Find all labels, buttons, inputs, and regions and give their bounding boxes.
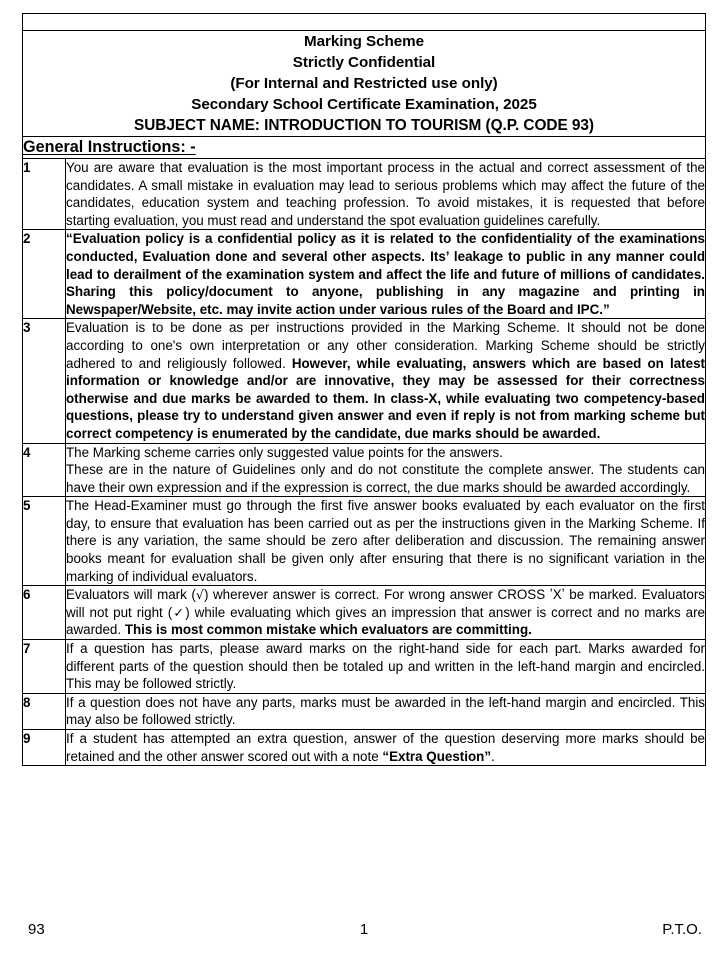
table-row-header bbox=[23, 31, 706, 137]
instruction-number: 5 bbox=[23, 497, 66, 586]
instruction-text bbox=[66, 230, 706, 319]
footer-page-number: 1 bbox=[359, 921, 369, 938]
spacer-cell bbox=[23, 14, 706, 31]
header-title-subject: SUBJECT NAME: INTRODUCTION TO TOURISM (Q.P. CODE 93) bbox=[133, 117, 594, 134]
instruction-text bbox=[66, 730, 706, 766]
check-mark-bold-icon: ✓ bbox=[172, 604, 186, 620]
instruction-text-bold: This is most common mistake which evaluators are committing. bbox=[124, 622, 532, 638]
instruction-text bbox=[66, 159, 706, 230]
general-instructions-cell bbox=[23, 137, 706, 159]
instruction-text bbox=[66, 586, 706, 640]
footer-subject-code: 93 bbox=[28, 921, 45, 938]
instruction-text bbox=[66, 497, 706, 586]
instruction-text bbox=[66, 443, 706, 497]
instruction-paragraph: If a question has parts, please award marks on the right-hand side for each part. Marks awarded for different parts of the question should then be totaled up and written in the left-hand margin and encircled. This may be followed strictly. bbox=[66, 641, 705, 692]
document-header bbox=[23, 31, 706, 137]
instruction-text-bold: However, while evaluating, answers which are based on latest information or knowledge and/or are innovative, they may be assessed for their correctness otherwise and due marks be awarded to them. In class-X, while evaluating two competency-based questions, please try to understand given answer and even if reply is not from marking scheme but correct competency is enumerated by the candidate, due marks should be awarded. bbox=[66, 355, 705, 441]
instruction-number: 7 bbox=[23, 640, 66, 694]
header-title-internal-use: (For Internal and Restricted use only) bbox=[230, 75, 498, 92]
instruction-number: 3 bbox=[23, 319, 66, 443]
header-title-examination: Secondary School Certificate Examination, 2025 bbox=[191, 96, 537, 113]
instruction-segment: . bbox=[491, 748, 495, 764]
table-row bbox=[23, 693, 706, 729]
instruction-segment: ) wherever answer is correct. For wrong answer CROSS ʼXʼ be marked. Evaluators will not put right ( bbox=[66, 587, 705, 620]
instruction-paragraph: “Evaluation policy is a confidential policy as it is related to the confidentiality of the examinations conducted, Evaluation done and several other aspects. Its’ leakage to public in any manner could lead to derailment of the examination system and affect the life and future of millions of candidates. Sharing this policy/document to anyone, publishing in any magazine and printing in Newspaper/Website, etc. may invite action under various rules of the Board and IPC.” bbox=[66, 231, 705, 317]
instruction-paragraph: The Head-Examiner must go through the first five answer books evaluated by each evaluator on the first day, to ensure that evaluation has been carried out as per the instructions given in the Marking Scheme. If there is any variation, the same should be zero after deliberation and discussion. The remaining answer books meant for evaluation shall be given only after ensuring that there is no significant variation in the marking of individual evaluators. bbox=[66, 498, 705, 584]
instruction-number: 6 bbox=[23, 586, 66, 640]
table-row-spacer bbox=[23, 14, 706, 31]
instruction-paragraph: These are in the nature of Guidelines only and do not constitute the complete answer. The students can have their own expression and if the expression is correct, the due marks should be awarded accordingly. bbox=[66, 462, 705, 495]
page-footer bbox=[22, 917, 706, 943]
instruction-text bbox=[66, 693, 706, 729]
instruction-paragraph: The Marking scheme carries only suggested value points for the answers. bbox=[66, 444, 503, 460]
table-row bbox=[23, 640, 706, 694]
footer-pto-label: P.T.O. bbox=[662, 921, 702, 938]
instruction-paragraph bbox=[66, 730, 705, 765]
table-row-section-title bbox=[23, 137, 706, 159]
instruction-paragraph bbox=[66, 586, 705, 639]
instruction-segment: If a student has attempted an extra question, answer of the question deserving more marks should be retained and the other answer scored out with a note bbox=[66, 731, 705, 764]
header-title-marking-scheme: Marking Scheme bbox=[304, 33, 424, 50]
instruction-text bbox=[66, 319, 706, 443]
table-row bbox=[23, 443, 706, 497]
instruction-text bbox=[66, 640, 706, 694]
instruction-text-bold: “Extra Question” bbox=[382, 748, 492, 764]
instruction-segment: ) while evaluating which gives an impression that answer is correct and no marks are awarded. bbox=[66, 604, 705, 638]
table-row bbox=[23, 230, 706, 319]
table-row bbox=[23, 319, 706, 443]
check-mark-thin-icon: √ bbox=[195, 587, 204, 603]
instruction-number: 1 bbox=[23, 159, 66, 230]
header-title-strictly-confidential: Strictly Confidential bbox=[292, 54, 436, 71]
instruction-number: 9 bbox=[23, 730, 66, 766]
instruction-number: 2 bbox=[23, 230, 66, 319]
instruction-paragraph bbox=[66, 319, 705, 442]
instruction-segment: Evaluators will mark ( bbox=[66, 587, 196, 603]
instruction-number: 4 bbox=[23, 443, 66, 497]
general-instructions-label: General Instructions: - bbox=[23, 138, 196, 156]
instruction-text-plain: Evaluation is to be done as per instructions provided in the Marking Scheme. It should not be done according to one's own interpretation or any other consideration. Marking Scheme should be strictly adhered to and religiously followed. bbox=[66, 320, 705, 371]
table-row bbox=[23, 497, 706, 586]
instruction-number: 8 bbox=[23, 693, 66, 729]
instruction-paragraph: You are aware that evaluation is the most important process in the actual and correct assessment of the candidates. A small mistake in evaluation may lead to serious problems which may affect the future of the candidates, education system and teaching profession. To avoid mistakes, it is requested that before starting evaluation, you must read and understand the spot evaluation guidelines carefully. bbox=[66, 160, 705, 228]
table-row bbox=[23, 586, 706, 640]
marking-scheme-table bbox=[22, 13, 706, 766]
instruction-paragraph: If a question does not have any parts, marks must be awarded in the left-hand margin and encircled. This may also be followed strictly. bbox=[66, 694, 705, 728]
table-row bbox=[23, 730, 706, 766]
table-row bbox=[23, 159, 706, 230]
